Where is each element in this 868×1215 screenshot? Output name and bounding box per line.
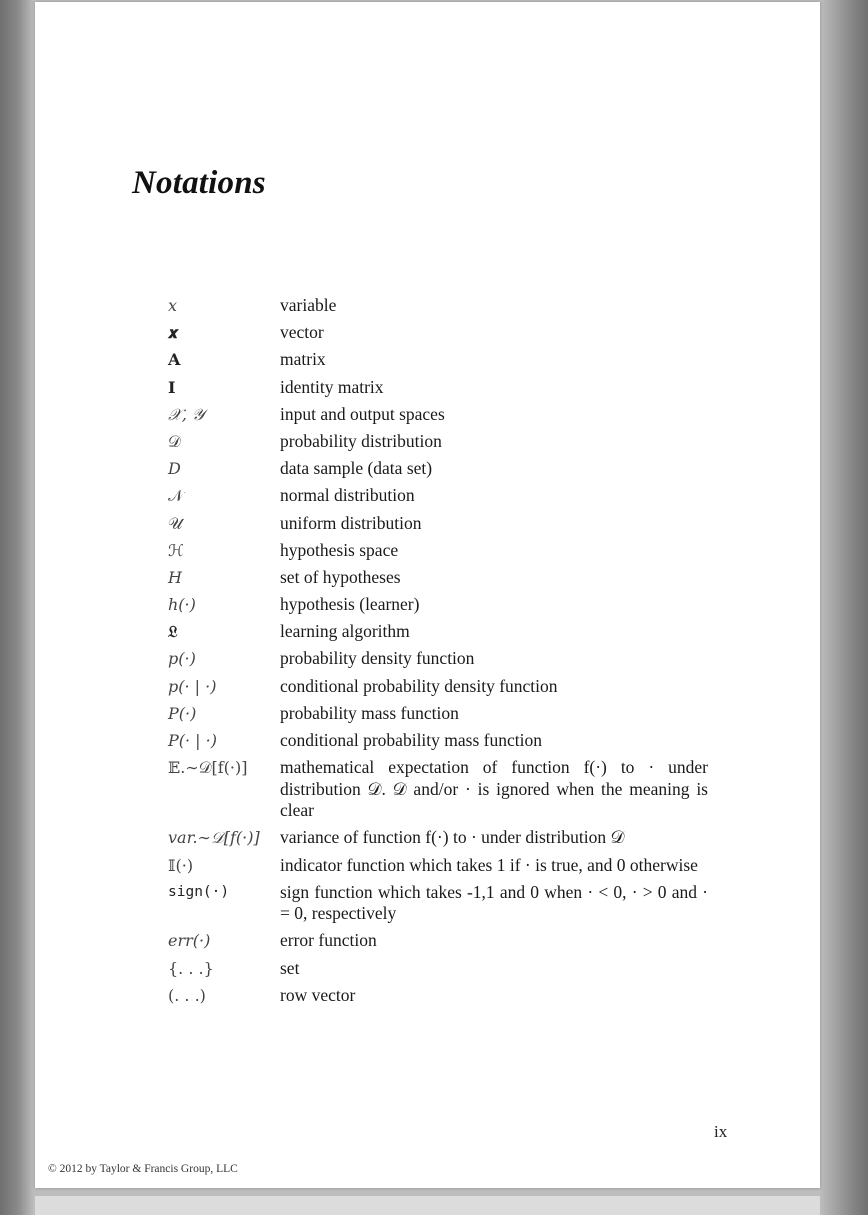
notation-description: set of hypotheses [280, 566, 401, 587]
notation-row [168, 322, 708, 349]
notation-description: conditional probability mass function [280, 730, 542, 750]
notation-symbol: 𝒙 [168, 323, 179, 343]
notation-row [168, 757, 708, 827]
notation-symbol: 𝒳, 𝒴 [168, 404, 205, 424]
notation-description: identity matrix [280, 376, 384, 397]
notation-row [168, 513, 708, 540]
notation-symbol: x [168, 296, 178, 315]
notation-symbol: H [168, 567, 182, 587]
bottom-strip [35, 1196, 820, 1215]
notation-row [168, 485, 708, 512]
notation-description: variable [280, 295, 337, 315]
notation-row [168, 855, 708, 882]
notation-row [168, 567, 708, 594]
page-title: Notations [132, 165, 266, 201]
notation-description: hypothesis (learner) [280, 594, 420, 615]
notation-description: indicator function which takes 1 if · is true, and 0 otherwise [280, 854, 698, 875]
notation-row [168, 404, 708, 431]
book-page [35, 2, 820, 1188]
notation-symbol: (. . .) [168, 985, 206, 1005]
notation-description: error function [280, 930, 377, 951]
notation-description: variance of function f(·) to · under distribution 𝒟 [280, 827, 625, 848]
notation-row [168, 377, 708, 404]
notation-row [168, 676, 708, 703]
notation-row [168, 540, 708, 567]
notation-description: data sample (data set) [280, 458, 433, 479]
notation-symbol: {. . .} [168, 958, 214, 978]
page-number: ix [714, 1122, 728, 1141]
notation-row [168, 648, 708, 675]
notation-description: mathematical expectation of function f(·) to · under distribution 𝒟. 𝒟 and/or · is ignored when the meaning is clear [280, 757, 708, 821]
notation-description: hypothesis space [280, 539, 399, 560]
notation-symbol: p(·) [168, 649, 196, 669]
notation-symbol: sign(·) [168, 883, 230, 900]
notation-symbol: 𝔏 [168, 622, 178, 642]
notation-symbol: h(·) [168, 595, 196, 615]
notation-symbol: 𝔼.∼𝒟[f(·)] [168, 758, 248, 778]
notation-symbol: 𝒟 [168, 431, 181, 451]
notation-row [168, 431, 708, 458]
notation-row [168, 827, 708, 854]
notation-list [168, 295, 708, 1012]
notation-row [168, 349, 708, 376]
notation-symbol: 𝒩 [168, 486, 184, 506]
notation-description: sign function which takes -1,1 and 0 when · < 0, · > 0 and · = 0, respectively [280, 881, 708, 924]
notation-description: row vector [280, 984, 356, 1005]
copyright-notice: © 2012 by Taylor & Francis Group, LLC [48, 1163, 238, 1175]
notation-row [168, 621, 708, 648]
notation-row [168, 882, 708, 931]
notation-description: input and output spaces [280, 403, 445, 424]
notation-symbol: P(· | ·) [168, 731, 217, 750]
notation-symbol: 𝕀(·) [168, 855, 194, 875]
notation-symbol: D [168, 459, 181, 479]
notation-symbol: P(·) [168, 703, 197, 723]
notation-row [168, 458, 708, 485]
notation-row [168, 958, 708, 985]
notation-symbol: var.∼𝒟[f(·)] [168, 828, 260, 848]
notation-description: set [280, 957, 300, 978]
notation-row [168, 295, 708, 322]
notation-symbol: A [168, 350, 181, 370]
notation-description: probability mass function [280, 702, 459, 723]
notation-row [168, 985, 708, 1012]
notation-description: learning algorithm [280, 621, 410, 642]
notation-symbol: err(·) [168, 931, 211, 951]
notation-description: conditional probability density function [280, 675, 558, 696]
notation-row [168, 730, 708, 757]
notation-description: probability distribution [280, 430, 442, 451]
notation-row [168, 594, 708, 621]
notation-symbol: 𝒰 [168, 513, 183, 533]
notation-row [168, 703, 708, 730]
notation-description: uniform distribution [280, 512, 422, 533]
notation-description: probability density function [280, 648, 475, 669]
notation-description: vector [280, 322, 324, 343]
notation-description: normal distribution [280, 485, 415, 506]
notation-symbol: I [168, 377, 176, 397]
notation-symbol: p(· | ·) [168, 676, 217, 696]
notation-description: matrix [280, 349, 326, 370]
notation-symbol: ℋ [168, 540, 184, 560]
notation-row [168, 930, 708, 957]
